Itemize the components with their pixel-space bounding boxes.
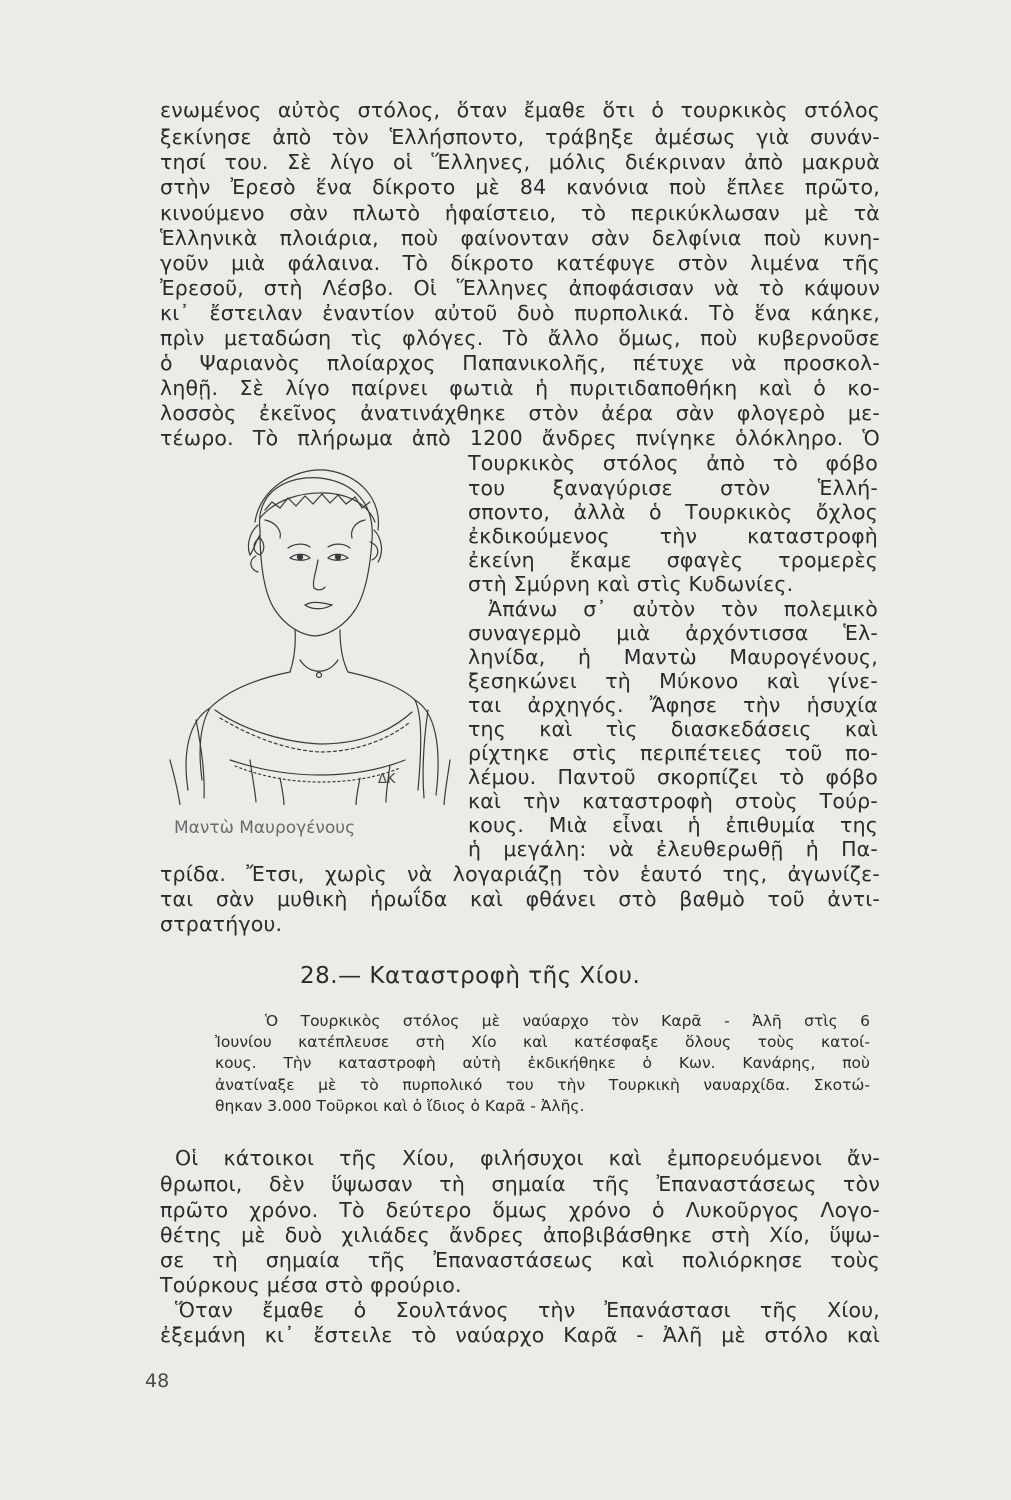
summary-line: Ὁ Τουρκικὸς στόλος μὲ ναύαρχο τὸν Καρᾶ - Ἀλῆ στὶς 6 <box>265 1012 870 1030</box>
text-line: τησί του. Σὲ λίγο οἱ Ἕλληνες, μόλις διέκριναν ἀπὸ μακρυὰ <box>160 150 880 174</box>
text-line: ὁ Ψαριανὸς πλοίαρχος Παπανικολῆς, πέτυχε νὰ προσκολ- <box>160 351 880 375</box>
text-line: κους. Μιὰ εἶναι ἡ ἐπιθυμία της <box>468 813 878 837</box>
text-line: πρὶν μεταδώση τὶς φλόγες. Τὸ ἄλλο ὅμως, ποὺ κυβερνοῦσε <box>160 326 880 350</box>
portrait-illustration <box>160 460 460 805</box>
text-line: ἡ μεγάλη: νὰ ἐλευθερωθῇ ἡ Πα- <box>468 837 878 861</box>
text-line: κινούμενο σὰν πλωτὸ ἡφαίστειο, τὸ περικύκλωσαν μὲ τὰ <box>160 201 880 225</box>
summary-line: ἀνατίναξε μὲ τὸ πυρπολικό του τὴν Τουρκικὴ ναυαρχίδα. Σκοτώ- <box>215 1076 870 1094</box>
text-line: του ξαναγύρισε στὸν Ἑλλή- <box>468 476 878 500</box>
portrait-caption: Μαντὼ Μαυρογένους <box>174 818 356 838</box>
text-line: ξεσηκώνει τὴ Μύκονο καὶ γίνε- <box>468 669 878 693</box>
text-line: σε τὴ σημαία τῆς Ἐπαναστάσεως καὶ πολιόρκησε τοὺς <box>160 1248 880 1272</box>
summary-line: κους. Τὴν καταστροφὴ αὐτὴ ἐκδικήθηκε ὁ Κων. Κανάρης, ποὺ <box>215 1054 870 1072</box>
text-line: Ὅταν ἔμαθε ὁ Σουλτάνος τὴν Ἐπανάστασι τῆς Χίου, <box>175 1298 880 1322</box>
text-line: ται ἀρχηγός. Ἄφησε τὴν ἡσυχία <box>468 693 878 717</box>
summary-line: Ἰουνίου κατέπλευσε στὴ Χίο καὶ κατέσφαξε ὅλους τοὺς κατοί- <box>215 1033 870 1051</box>
page-number: 48 <box>145 1370 170 1392</box>
text-line: της καὶ τὶς διασκεδάσεις καὶ <box>468 717 878 741</box>
text-line: Ἐρεσοῦ, στὴ Λέσβο. Οἱ Ἕλληνες ἀποφάσισαν νὰ τὸ κάψουν <box>160 276 880 300</box>
text-line: ἐκείνη ἔκαμε σφαγὲς τρομερὲς <box>468 548 878 572</box>
text-line: τέωρο. Τὸ πλήρωμα ἀπὸ 1200 ἄνδρες πνίγηκε ὁλόκληρο. Ὁ <box>160 426 880 450</box>
text-line: λοσσὸς ἐκεῖνος ἀνατινάχθηκε στὸν ἀέρα σὰν φλογερὸ με- <box>160 401 880 425</box>
section-heading: 28.— Καταστροφὴ τῆς Χίου. <box>300 963 641 989</box>
text-line: γοῦν μιὰ φάλαινα. Τὸ δίκροτο κατέφυγε στὸν λιμένα τῆς <box>160 251 880 275</box>
text-line: θέτης μὲ δυὸ χιλιάδες ἄνδρες ἀποβιβάσθηκε στὴ Χίο, ὕψω- <box>160 1223 880 1247</box>
text-line: πρῶτο χρόνο. Τὸ δεύτερο ὅμως χρόνο ὁ Λυκοῦργος Λογο- <box>160 1198 880 1222</box>
text-line: Ἀπάνω σ᾽ αὐτὸν τὸν πολεμικὸ <box>488 597 878 621</box>
text-line: στὴ Σμύρνη καὶ στὶς Κυδωνίες. <box>468 572 794 596</box>
text-line: ρίχτηκε στὶς περιπέτειες τοῦ πο- <box>468 741 878 765</box>
text-line: συναγερμὸ μιὰ ἀρχόντισσα Ἑλ- <box>468 621 878 645</box>
text-line: τρίδα. Ἔτσι, χωρὶς νὰ λογαριάζῃ τὸν ἑαυτό της, ἀγωνίζε- <box>160 862 880 886</box>
summary-line: θηκαν 3.000 Τοῦρκοι καὶ ὁ ἴδιος ὁ Καρᾶ - Ἀλῆς. <box>215 1097 585 1115</box>
text-line: Οἱ κάτοικοι τῆς Χίου, φιλήσυχοι καὶ ἐμπορευόμενοι ἄν- <box>175 1146 880 1170</box>
text-line: ἐξεμάνη κι᾽ ἔστειλε τὸ ναύαρχο Καρᾶ - Ἀλῆ μὲ στόλο καὶ <box>160 1323 880 1347</box>
text-line: στρατήγου. <box>160 912 283 936</box>
text-line: Τουρκικὸς στόλος ἀπὸ τὸ φόβο <box>468 451 878 475</box>
illustrator-signature: ΔΚ <box>378 772 396 787</box>
text-line: σποντο, ἀλλὰ ὁ Τουρκικὸς ὄχλος <box>468 500 878 524</box>
text-line: ται σὰν μυθικὴ ἡρωΐδα καὶ φθάνει στὸ βαθμὸ τοῦ ἀντι- <box>160 887 880 911</box>
text-line: ξεκίνησε ἀπὸ τὸν Ἑλλήσποντο, τράβηξε ἀμέσως γιὰ συνάν- <box>160 125 880 149</box>
text-line: Τούρκους μέσα στὸ φρούριο. <box>160 1273 462 1297</box>
text-line: ενωμένος αὐτὸς στόλος, ὅταν ἔμαθε ὅτι ὁ τουρκικὸς στόλος <box>160 98 880 122</box>
text-line: ληθῇ. Σὲ λίγο παίρνει φωτιὰ ἡ πυριτιδαποθήκη καὶ ὁ κο- <box>160 376 880 400</box>
text-line: κι᾽ ἔστειλαν ἐναντίον αὐτοῦ δυὸ πυρπολικά. Τὸ ἕνα κάηκε, <box>160 301 880 325</box>
text-line: στὴν Ἐρεσὸ ἕνα δίκροτο μὲ 84 κανόνια ποὺ ἔπλεε πρῶτο, <box>160 175 880 199</box>
text-line: ἐκδικούμενος τὴν καταστροφὴ <box>468 524 878 548</box>
text-line: θρωποι, δὲν ὕψωσαν τὴ σημαία τῆς Ἐπαναστάσεως τὸν <box>160 1172 880 1196</box>
text-line: λέμου. Παντοῦ σκορπίζει τὸ φόβο <box>468 765 878 789</box>
text-line: Ἑλληνικὰ πλοιάρια, ποὺ φαίνονταν σὰν δελφίνια ποὺ κυνη- <box>160 226 880 250</box>
text-line: ληνίδα, ἡ Μαντὼ Μαυρογένους, <box>468 645 878 669</box>
text-line: καὶ τὴν καταστροφὴ στοὺς Τούρ- <box>468 789 878 813</box>
